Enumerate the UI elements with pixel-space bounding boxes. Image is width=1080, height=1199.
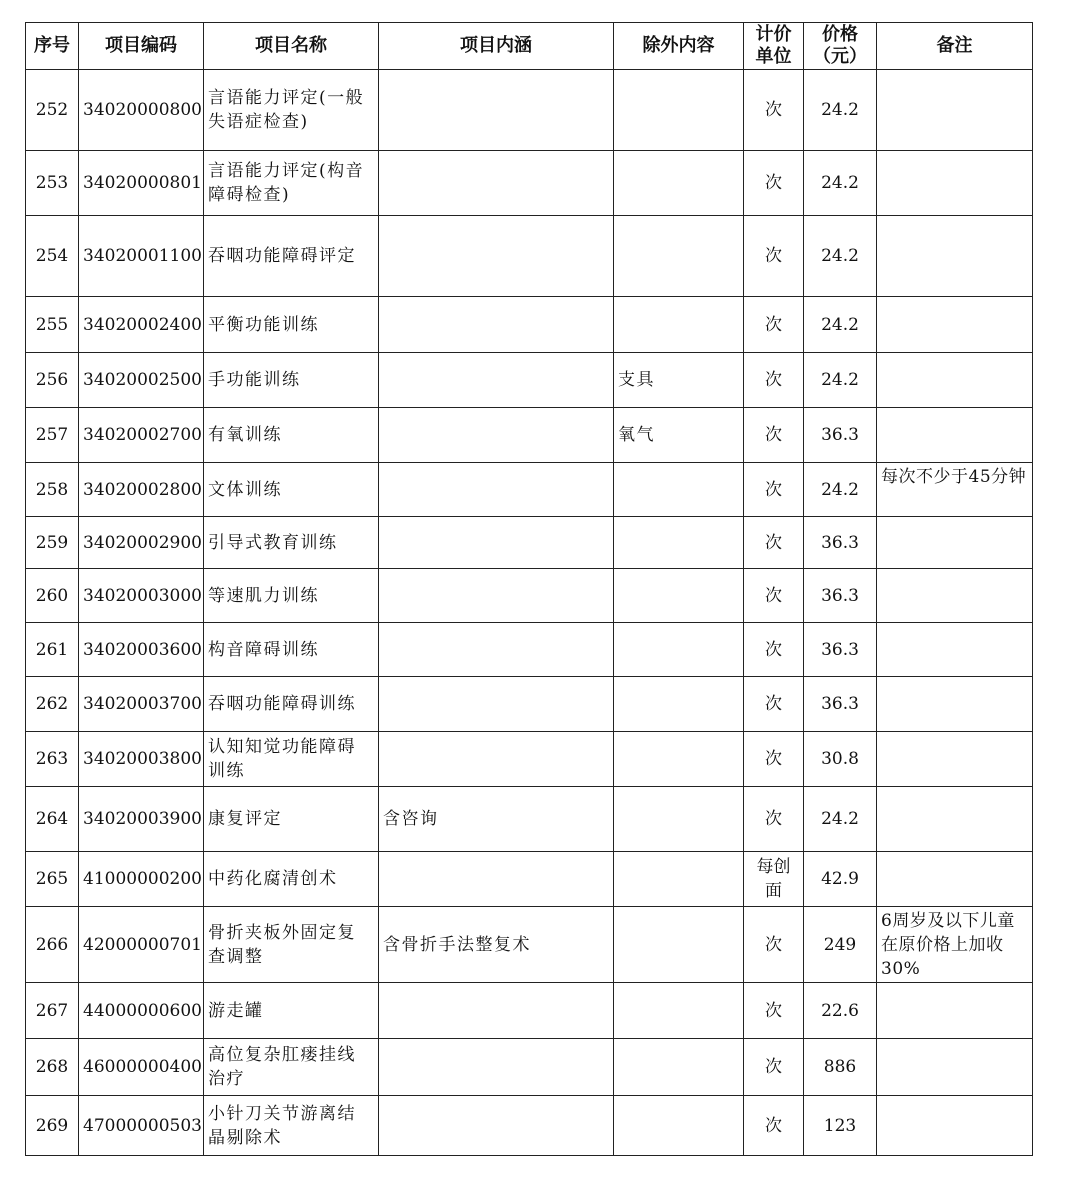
cell-remark: 6周岁及以下儿童在原价格上加收30% <box>877 907 1033 983</box>
cell-name: 吞咽功能障碍评定 <box>204 216 379 297</box>
cell-unit: 每创面 <box>744 852 804 907</box>
cell-name: 言语能力评定(构音障碍检查) <box>204 151 379 216</box>
cell-no: 266 <box>26 907 79 983</box>
cell-name: 认知知觉功能障碍训练 <box>204 732 379 787</box>
cell-no: 257 <box>26 408 79 463</box>
cell-name: 构音障碍训练 <box>204 623 379 677</box>
cell-excluded <box>614 70 744 151</box>
cell-unit: 次 <box>744 353 804 408</box>
cell-content <box>379 983 614 1039</box>
cell-excluded <box>614 677 744 732</box>
cell-content <box>379 70 614 151</box>
cell-remark <box>877 787 1033 852</box>
cell-code: 34020000801 <box>79 151 204 216</box>
cell-price: 24.2 <box>804 216 877 297</box>
cell-name: 高位复杂肛瘘挂线治疗 <box>204 1039 379 1096</box>
cell-name: 言语能力评定(一般失语症检查) <box>204 70 379 151</box>
table-row <box>26 517 1033 569</box>
table-row <box>26 732 1033 787</box>
cell-code: 34020000800 <box>79 70 204 151</box>
cell-content: 含咨询 <box>379 787 614 852</box>
cell-content <box>379 623 614 677</box>
cell-no: 267 <box>26 983 79 1039</box>
cell-excluded <box>614 297 744 353</box>
cell-excluded <box>614 907 744 983</box>
cell-remark <box>877 569 1033 623</box>
header-code: 项目编码 <box>79 23 204 70</box>
cell-unit: 次 <box>744 983 804 1039</box>
cell-price: 24.2 <box>804 353 877 408</box>
table-row <box>26 1039 1033 1096</box>
cell-no: 269 <box>26 1096 79 1156</box>
cell-content <box>379 852 614 907</box>
cell-code: 44000000600 <box>79 983 204 1039</box>
cell-name: 吞咽功能障碍训练 <box>204 677 379 732</box>
cell-price: 24.2 <box>804 463 877 517</box>
cell-code: 34020003800 <box>79 732 204 787</box>
cell-unit: 次 <box>744 569 804 623</box>
cell-no: 254 <box>26 216 79 297</box>
cell-code: 41000000200 <box>79 852 204 907</box>
cell-excluded <box>614 732 744 787</box>
cell-remark <box>877 1096 1033 1156</box>
cell-no: 260 <box>26 569 79 623</box>
header-excluded: 除外内容 <box>614 23 744 70</box>
cell-name: 骨折夹板外固定复查调整 <box>204 907 379 983</box>
table-row <box>26 852 1033 907</box>
cell-remark <box>877 297 1033 353</box>
cell-content <box>379 569 614 623</box>
cell-remark <box>877 1039 1033 1096</box>
cell-price: 36.3 <box>804 517 877 569</box>
cell-no: 261 <box>26 623 79 677</box>
cell-no: 263 <box>26 732 79 787</box>
cell-name: 中药化腐清创术 <box>204 852 379 907</box>
cell-code: 47000000503 <box>79 1096 204 1156</box>
cell-no: 268 <box>26 1039 79 1096</box>
cell-price: 24.2 <box>804 787 877 852</box>
cell-unit: 次 <box>744 463 804 517</box>
cell-price: 36.3 <box>804 569 877 623</box>
cell-name: 康复评定 <box>204 787 379 852</box>
cell-code: 34020002800 <box>79 463 204 517</box>
cell-code: 34020002900 <box>79 517 204 569</box>
header-content: 项目内涵 <box>379 23 614 70</box>
cell-unit: 次 <box>744 787 804 852</box>
cell-excluded: 支具 <box>614 353 744 408</box>
header-price-line2: （元） <box>813 46 867 67</box>
cell-excluded <box>614 216 744 297</box>
cell-price: 36.3 <box>804 408 877 463</box>
cell-content: 含骨折手法整复术 <box>379 907 614 983</box>
cell-excluded <box>614 1096 744 1156</box>
cell-name: 平衡功能训练 <box>204 297 379 353</box>
cell-remark <box>877 677 1033 732</box>
header-name: 项目名称 <box>204 23 379 70</box>
cell-code: 34020003900 <box>79 787 204 852</box>
cell-unit: 次 <box>744 70 804 151</box>
table-row <box>26 787 1033 852</box>
cell-name: 手功能训练 <box>204 353 379 408</box>
cell-content <box>379 216 614 297</box>
cell-unit: 次 <box>744 677 804 732</box>
cell-content <box>379 517 614 569</box>
cell-code: 42000000701 <box>79 907 204 983</box>
cell-content <box>379 151 614 216</box>
cell-excluded <box>614 983 744 1039</box>
cell-content <box>379 353 614 408</box>
header-unit-line1: 计价 <box>755 24 792 45</box>
cell-remark: 每次不少于45分钟 <box>877 463 1033 517</box>
cell-remark <box>877 732 1033 787</box>
cell-name: 等速肌力训练 <box>204 569 379 623</box>
cell-code: 34020002400 <box>79 297 204 353</box>
cell-content <box>379 1096 614 1156</box>
cell-remark <box>877 983 1033 1039</box>
table-row <box>26 1096 1033 1156</box>
cell-no: 256 <box>26 353 79 408</box>
cell-no: 252 <box>26 70 79 151</box>
cell-remark <box>877 852 1033 907</box>
cell-content <box>379 297 614 353</box>
cell-remark <box>877 408 1033 463</box>
cell-price: 22.6 <box>804 983 877 1039</box>
cell-code: 34020002700 <box>79 408 204 463</box>
cell-name: 文体训练 <box>204 463 379 517</box>
cell-code: 34020003600 <box>79 623 204 677</box>
table-row <box>26 216 1033 297</box>
table-header-row <box>26 23 1033 70</box>
table-row <box>26 907 1033 983</box>
cell-unit: 次 <box>744 1039 804 1096</box>
price-table <box>25 22 1033 1156</box>
cell-price: 30.8 <box>804 732 877 787</box>
cell-excluded <box>614 151 744 216</box>
cell-code: 34020002500 <box>79 353 204 408</box>
cell-unit: 次 <box>744 1096 804 1156</box>
table-row <box>26 463 1033 517</box>
cell-unit: 次 <box>744 623 804 677</box>
header-price-line1: 价格 <box>822 24 858 45</box>
cell-price: 24.2 <box>804 297 877 353</box>
cell-excluded <box>614 852 744 907</box>
cell-no: 262 <box>26 677 79 732</box>
header-unit <box>744 23 804 70</box>
table-row <box>26 151 1033 216</box>
header-remark: 备注 <box>877 23 1033 70</box>
cell-code: 34020003000 <box>79 569 204 623</box>
cell-code: 34020003700 <box>79 677 204 732</box>
cell-excluded <box>614 787 744 852</box>
cell-remark <box>877 216 1033 297</box>
cell-no: 255 <box>26 297 79 353</box>
cell-unit: 次 <box>744 216 804 297</box>
cell-code: 46000000400 <box>79 1039 204 1096</box>
header-unit-line2: 单位 <box>755 46 792 67</box>
cell-name: 引导式教育训练 <box>204 517 379 569</box>
cell-no: 264 <box>26 787 79 852</box>
cell-name: 有氧训练 <box>204 408 379 463</box>
cell-price: 886 <box>804 1039 877 1096</box>
table-row <box>26 353 1033 408</box>
cell-no: 253 <box>26 151 79 216</box>
table-row <box>26 623 1033 677</box>
cell-no: 265 <box>26 852 79 907</box>
cell-remark <box>877 353 1033 408</box>
cell-name: 小针刀关节游离结晶剔除术 <box>204 1096 379 1156</box>
table-row <box>26 677 1033 732</box>
cell-unit: 次 <box>744 151 804 216</box>
cell-unit: 次 <box>744 732 804 787</box>
cell-content <box>379 677 614 732</box>
cell-excluded <box>614 463 744 517</box>
cell-remark <box>877 151 1033 216</box>
header-price <box>804 23 877 70</box>
table-row <box>26 569 1033 623</box>
cell-content <box>379 408 614 463</box>
table-row <box>26 983 1033 1039</box>
cell-no: 259 <box>26 517 79 569</box>
cell-price: 24.2 <box>804 70 877 151</box>
cell-excluded <box>614 1039 744 1096</box>
cell-price: 36.3 <box>804 677 877 732</box>
cell-content <box>379 732 614 787</box>
cell-code: 34020001100 <box>79 216 204 297</box>
cell-price: 24.2 <box>804 151 877 216</box>
cell-price: 42.9 <box>804 852 877 907</box>
cell-content <box>379 463 614 517</box>
cell-unit: 次 <box>744 907 804 983</box>
table-row <box>26 408 1033 463</box>
header-no: 序号 <box>26 23 79 70</box>
cell-unit: 次 <box>744 297 804 353</box>
cell-price: 36.3 <box>804 623 877 677</box>
cell-content <box>379 1039 614 1096</box>
table-row <box>26 70 1033 151</box>
cell-remark <box>877 517 1033 569</box>
cell-excluded: 氧气 <box>614 408 744 463</box>
cell-excluded <box>614 623 744 677</box>
cell-name: 游走罐 <box>204 983 379 1039</box>
cell-no: 258 <box>26 463 79 517</box>
cell-excluded <box>614 569 744 623</box>
table-row <box>26 297 1033 353</box>
cell-unit: 次 <box>744 517 804 569</box>
cell-unit: 次 <box>744 408 804 463</box>
cell-remark <box>877 70 1033 151</box>
cell-price: 249 <box>804 907 877 983</box>
cell-remark <box>877 623 1033 677</box>
cell-excluded <box>614 517 744 569</box>
cell-price: 123 <box>804 1096 877 1156</box>
